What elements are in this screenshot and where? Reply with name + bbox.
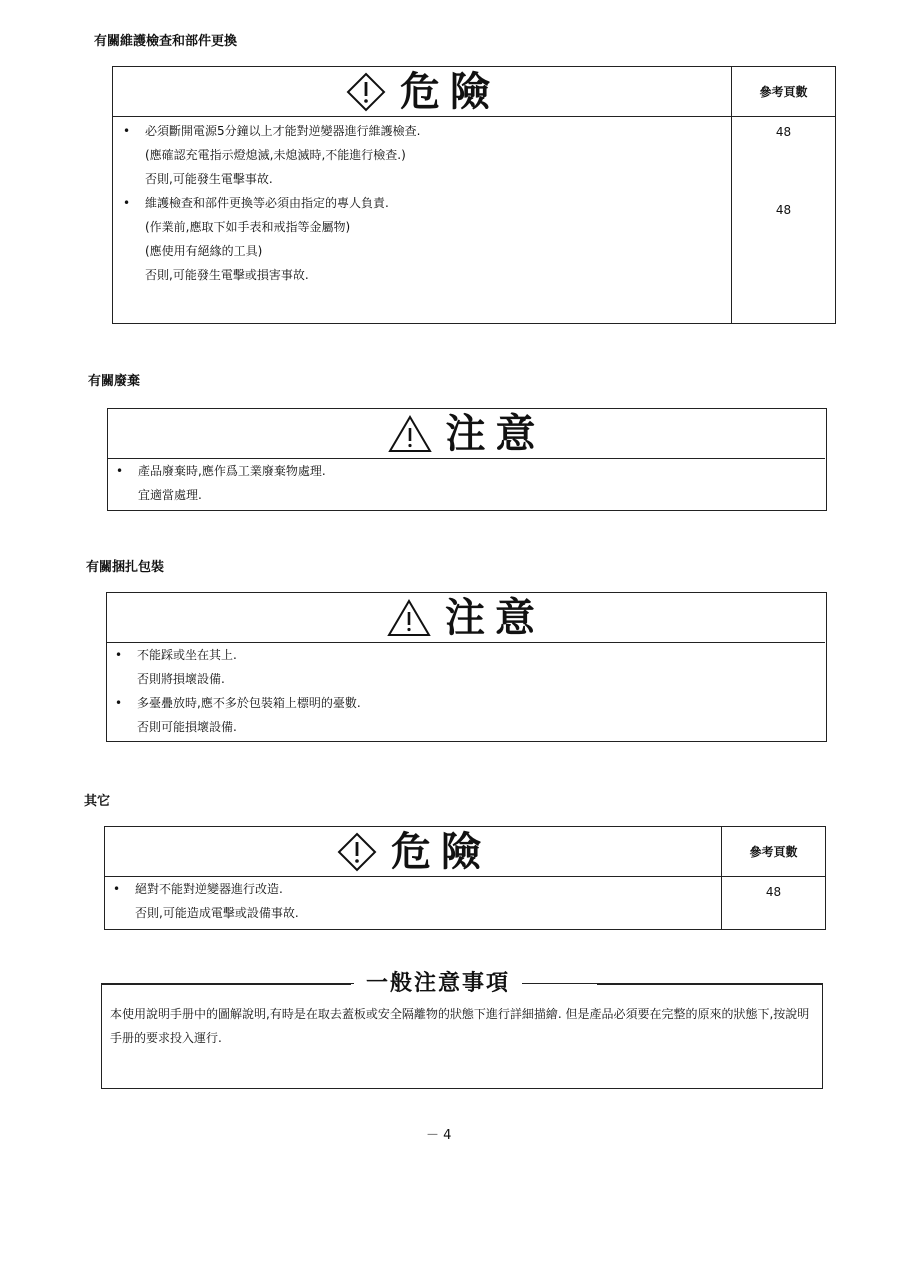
danger-body xyxy=(135,877,299,925)
caution-signal-word: 注意 xyxy=(445,410,546,457)
danger-diamond-icon xyxy=(337,832,377,872)
caution-header xyxy=(107,593,825,643)
warning-line: • 產品廢棄時,應作爲工業廢棄物處理. xyxy=(138,459,326,483)
general-title-rule-left xyxy=(101,983,351,985)
reference-column xyxy=(721,827,825,929)
reference-value: 48 xyxy=(775,125,792,139)
general-notes-text: 本使用說明手册中的圖解說明,有時是在取去蓋板或安全隔離物的狀態下進行詳細描繪. 但是產品必須要在完整的原來的狀態下,按說明手册的要求投入運行. xyxy=(110,1007,810,1045)
general-notes-title: 一般注意事項 xyxy=(354,966,522,997)
warning-line: 否則可能損壞設備. xyxy=(137,720,237,734)
caution-body xyxy=(137,643,361,739)
danger-box-maintenance xyxy=(112,66,836,324)
warning-line: • 絕對不能對逆變器進行改造. xyxy=(135,877,299,901)
warning-line: 否則,可能發生電擊或損害事故. xyxy=(145,268,309,282)
caution-header xyxy=(108,409,825,459)
danger-signal-word: 危險 xyxy=(400,68,500,115)
reference-header: 參考頁數 xyxy=(732,67,835,117)
danger-diamond-icon xyxy=(346,72,386,112)
caution-box-disposal xyxy=(107,408,827,511)
caution-body xyxy=(138,459,326,507)
section-heading-packaging: 有關捆扎包裝 xyxy=(86,560,165,575)
warning-line: (應確認充電指示燈熄滅,未熄滅時,不能進行檢查.) xyxy=(145,148,406,162)
warning-line: 否則,可能發生電擊事故. xyxy=(145,172,273,186)
section-heading-other: 其它 xyxy=(84,794,111,809)
warning-line: (作業前,應取下如手表和戒指等金屬物) xyxy=(145,220,351,234)
danger-header xyxy=(113,67,733,117)
page-number: － 4 xyxy=(426,1128,452,1143)
caution-triangle-icon xyxy=(387,599,431,637)
warning-line: 宜適當處理. xyxy=(138,488,202,502)
danger-box-other xyxy=(104,826,826,930)
section-heading-disposal: 有關廢棄 xyxy=(88,374,141,389)
warning-line: • 必須斷開電源5分鐘以上才能對逆變器進行維護檢查. xyxy=(145,119,420,143)
warning-line: • 不能踩或坐在其上. xyxy=(137,643,361,667)
section-heading-maintenance: 有關維護檢查和部件更換 xyxy=(94,34,238,49)
warning-line: • 維護檢查和部件更換等必須由指定的專人負責. xyxy=(145,191,420,215)
warning-line: 否則,可能造成電擊或設備事故. xyxy=(135,906,299,920)
reference-header: 參考頁數 xyxy=(722,827,825,877)
reference-column xyxy=(731,67,835,323)
general-title-rule-right xyxy=(597,983,823,985)
danger-signal-word: 危險 xyxy=(391,828,491,875)
caution-signal-word: 注意 xyxy=(445,594,545,641)
danger-body xyxy=(145,119,420,287)
reference-value: 48 xyxy=(775,203,792,217)
caution-box-packaging xyxy=(106,592,827,742)
caution-triangle-icon xyxy=(388,415,432,453)
reference-value: 48 xyxy=(765,885,782,899)
danger-header xyxy=(105,827,723,877)
warning-line: • 多臺疊放時,應不多於包裝箱上標明的臺數. xyxy=(137,691,361,715)
warning-line: 否則將損壞設備. xyxy=(137,672,225,686)
warning-line: (應使用有絕緣的工具) xyxy=(145,244,263,258)
